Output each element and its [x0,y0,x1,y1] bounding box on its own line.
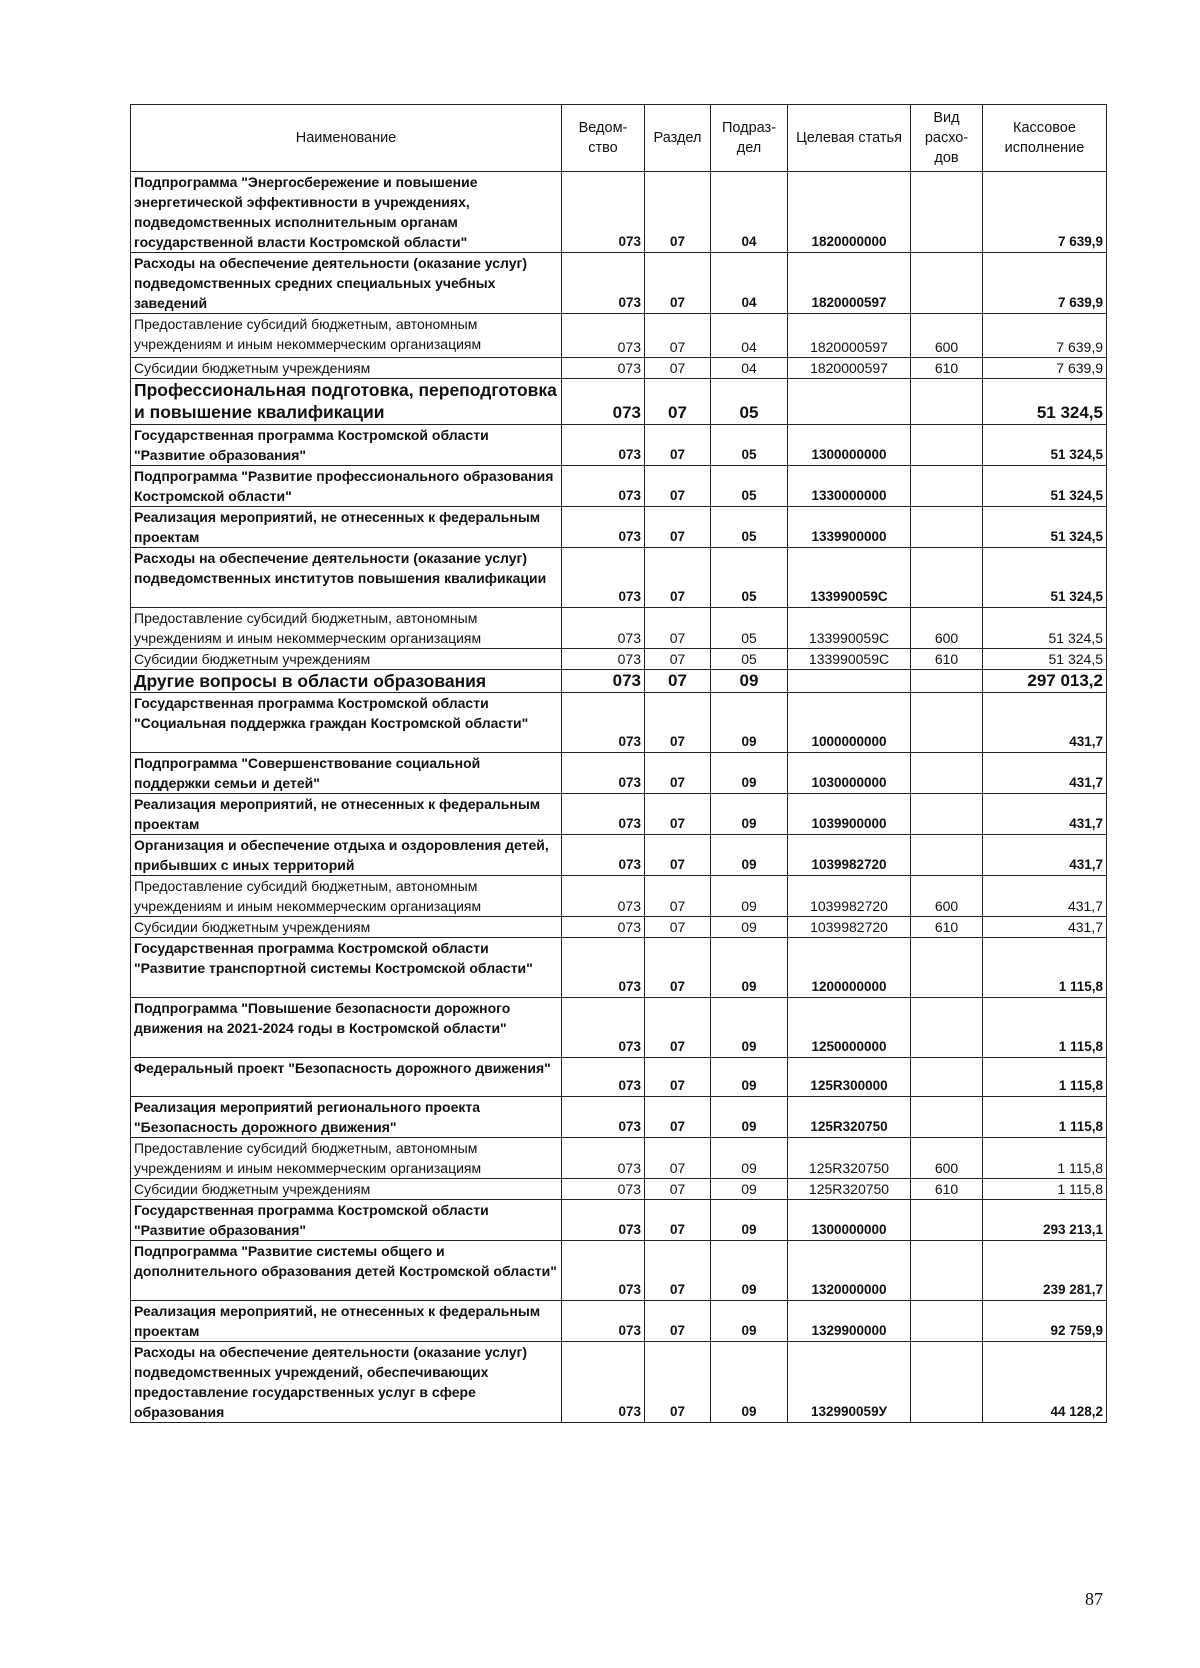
cell-vedom: 073 [562,608,645,649]
cell-celev: 133990059С [788,548,911,608]
cell-kass: 1 115,8 [983,1138,1107,1179]
cell-razdel: 07 [645,1058,711,1097]
cell-podr: 04 [711,358,788,379]
cell-name: Подпрограмма "Повышение безопасности дорожного движения на 2021-2024 годы в Костромской области" [131,998,562,1058]
cell-name: Субсидии бюджетным учреждениям [131,917,562,938]
cell-vid [911,998,983,1058]
cell-kass: 92 759,9 [983,1301,1107,1342]
cell-vid: 600 [911,876,983,917]
cell-razdel: 07 [645,425,711,466]
cell-kass: 431,7 [983,876,1107,917]
table-row [131,876,1107,917]
cell-vedom: 073 [562,693,645,753]
cell-celev: 125R320750 [788,1179,911,1200]
cell-celev: 1820000000 [788,172,911,253]
cell-vedom: 073 [562,876,645,917]
table-row [131,608,1107,649]
cell-razdel: 07 [645,358,711,379]
cell-razdel: 07 [645,314,711,358]
cell-razdel: 07 [645,693,711,753]
cell-celev: 1039982720 [788,835,911,876]
cell-name: Предоставление субсидий бюджетным, автономным учреждениям и иным некоммерческим организациям [131,1138,562,1179]
cell-kass: 293 213,1 [983,1200,1107,1241]
cell-name: Организация и обеспечение отдыха и оздоровления детей, прибывших с иных территорий [131,835,562,876]
cell-name: Профессиональная подготовка, переподготовка и повышение квалификации [131,379,562,425]
cell-celev: 1250000000 [788,998,911,1058]
cell-razdel: 07 [645,835,711,876]
cell-vedom: 073 [562,379,645,425]
cell-vid [911,425,983,466]
cell-podr: 09 [711,693,788,753]
table-row [131,1138,1107,1179]
cell-celev: 133990059С [788,649,911,670]
cell-kass: 51 324,5 [983,425,1107,466]
cell-celev: 1820000597 [788,358,911,379]
cell-podr: 05 [711,379,788,425]
table-row [131,466,1107,507]
cell-razdel: 07 [645,1097,711,1138]
table-row [131,1241,1107,1301]
cell-name: Государственная программа Костромской области "Социальная поддержка граждан Костромской области" [131,693,562,753]
cell-kass: 431,7 [983,794,1107,835]
cell-vid [911,753,983,794]
cell-kass: 1 115,8 [983,938,1107,998]
cell-razdel: 07 [645,998,711,1058]
cell-vedom: 073 [562,1179,645,1200]
cell-vedom: 073 [562,425,645,466]
cell-podr: 05 [711,466,788,507]
cell-name: Реализация мероприятий, не отнесенных к федеральным проектам [131,1301,562,1342]
cell-kass: 51 324,5 [983,379,1107,425]
cell-kass: 1 115,8 [983,1058,1107,1097]
cell-celev: 1330000000 [788,466,911,507]
cell-celev: 1039982720 [788,917,911,938]
cell-vid [911,1058,983,1097]
header-kassovoe: Кассовое исполнение [983,105,1107,172]
cell-kass: 431,7 [983,753,1107,794]
table-row [131,253,1107,314]
cell-podr: 05 [711,608,788,649]
cell-podr: 09 [711,1138,788,1179]
cell-kass: 44 128,2 [983,1342,1107,1423]
cell-razdel: 07 [645,466,711,507]
cell-name: Предоставление субсидий бюджетным, автономным учреждениям и иным некоммерческим организациям [131,876,562,917]
cell-vedom: 073 [562,1138,645,1179]
cell-celev: 1300000000 [788,425,911,466]
cell-celev: 1820000597 [788,314,911,358]
cell-vedom: 073 [562,1097,645,1138]
cell-podr: 09 [711,1058,788,1097]
cell-vid [911,794,983,835]
cell-celev: 125R320750 [788,1097,911,1138]
cell-razdel: 07 [645,507,711,548]
table-row [131,753,1107,794]
cell-kass: 431,7 [983,917,1107,938]
header-celevaya: Целевая статья [788,105,911,172]
table-row [131,1301,1107,1342]
table-row [131,172,1107,253]
cell-name: Предоставление субсидий бюджетным, автономным учреждениям и иным некоммерческим организациям [131,314,562,358]
cell-kass: 1 115,8 [983,1097,1107,1138]
cell-podr: 09 [711,998,788,1058]
cell-vedom: 073 [562,1241,645,1301]
cell-name: Реализация мероприятий, не отнесенных к федеральным проектам [131,507,562,548]
cell-podr: 09 [711,876,788,917]
cell-vid [911,835,983,876]
cell-razdel: 07 [645,794,711,835]
cell-podr: 09 [711,1097,788,1138]
cell-name: Субсидии бюджетным учреждениям [131,358,562,379]
cell-podr: 05 [711,507,788,548]
cell-vid [911,507,983,548]
cell-razdel: 07 [645,253,711,314]
cell-vid [911,693,983,753]
table-row [131,794,1107,835]
table-row [131,1200,1107,1241]
cell-vid [911,1097,983,1138]
cell-name: Подпрограмма "Развитие системы общего и дополнительного образования детей Костромской области" [131,1241,562,1301]
cell-kass: 239 281,7 [983,1241,1107,1301]
cell-name: Государственная программа Костромской области "Развитие образования" [131,425,562,466]
cell-vid [911,466,983,507]
table-row [131,1097,1107,1138]
cell-kass: 1 115,8 [983,1179,1107,1200]
table-row [131,1058,1107,1097]
cell-podr: 04 [711,253,788,314]
cell-vid [911,379,983,425]
cell-vedom: 073 [562,649,645,670]
cell-name: Расходы на обеспечение деятельности (оказание услуг) подведомственных учреждений, обеспечивающих предоставление государственных услуг в сфере образования [131,1342,562,1423]
cell-vedom: 073 [562,1342,645,1423]
cell-name: Подпрограмма "Энергосбережение и повышение энергетической эффективности в учреждениях, подведомственных исполнительным органам государственной власти Костромской области" [131,172,562,253]
cell-name: Другие вопросы в области образования [131,670,562,693]
cell-razdel: 07 [645,1301,711,1342]
cell-celev: 1200000000 [788,938,911,998]
cell-kass: 51 324,5 [983,548,1107,608]
cell-kass: 431,7 [983,835,1107,876]
cell-razdel: 07 [645,548,711,608]
cell-razdel: 07 [645,753,711,794]
cell-celev: 1030000000 [788,753,911,794]
header-razdel: Раздел [645,105,711,172]
cell-vedom: 073 [562,998,645,1058]
cell-podr: 09 [711,1241,788,1301]
page-number: 87 [1085,1589,1103,1609]
cell-vedom: 073 [562,1058,645,1097]
header-row [131,105,1107,172]
cell-kass: 51 324,5 [983,608,1107,649]
cell-razdel: 07 [645,1179,711,1200]
cell-celev: 125R320750 [788,1138,911,1179]
cell-name: Реализация мероприятий регионального проекта "Безопасность дорожного движения" [131,1097,562,1138]
header-name: Наименование [131,105,562,172]
cell-celev: 1039982720 [788,876,911,917]
table-row [131,835,1107,876]
cell-vedom: 073 [562,314,645,358]
cell-vid: 610 [911,1179,983,1200]
cell-celev: 1329900000 [788,1301,911,1342]
cell-vedom: 073 [562,917,645,938]
header-vedom: Ведом-ство [562,105,645,172]
cell-name: Государственная программа Костромской области "Развитие транспортной системы Костромской области" [131,938,562,998]
cell-kass: 51 324,5 [983,649,1107,670]
header-podrazdel: Подраз-дел [711,105,788,172]
cell-razdel: 07 [645,1342,711,1423]
cell-vedom: 073 [562,253,645,314]
cell-podr: 09 [711,1200,788,1241]
cell-kass: 51 324,5 [983,466,1107,507]
cell-razdel: 07 [645,1200,711,1241]
cell-name: Федеральный проект "Безопасность дорожного движения" [131,1058,562,1097]
cell-vedom: 073 [562,358,645,379]
cell-vedom: 073 [562,1200,645,1241]
cell-vid [911,548,983,608]
cell-vid [911,938,983,998]
table-row [131,670,1107,693]
cell-podr: 09 [711,1179,788,1200]
cell-razdel: 07 [645,649,711,670]
table-row [131,379,1107,425]
cell-vedom: 073 [562,794,645,835]
cell-vid: 600 [911,314,983,358]
table-row [131,1179,1107,1200]
cell-vedom: 073 [562,753,645,794]
table-row [131,548,1107,608]
cell-celev: 133990059С [788,608,911,649]
cell-vid: 610 [911,917,983,938]
cell-vedom: 073 [562,507,645,548]
cell-vedom: 073 [562,835,645,876]
cell-podr: 09 [711,753,788,794]
header-vid: Вид расхо-дов [911,105,983,172]
cell-razdel: 07 [645,172,711,253]
cell-vid: 600 [911,608,983,649]
cell-celev: 1000000000 [788,693,911,753]
cell-podr: 09 [711,917,788,938]
cell-vedom: 073 [562,548,645,608]
table-row [131,649,1107,670]
cell-kass: 7 639,9 [983,172,1107,253]
cell-vid: 610 [911,649,983,670]
cell-vedom: 073 [562,466,645,507]
table-row [131,507,1107,548]
cell-vid [911,670,983,693]
table-row [131,358,1107,379]
cell-razdel: 07 [645,1138,711,1179]
table-row [131,1342,1107,1423]
cell-vid [911,1301,983,1342]
cell-razdel: 07 [645,379,711,425]
cell-celev: 125R300000 [788,1058,911,1097]
table-row [131,425,1107,466]
cell-celev: 132990059У [788,1342,911,1423]
cell-podr: 09 [711,794,788,835]
cell-kass: 7 639,9 [983,253,1107,314]
cell-podr: 09 [711,938,788,998]
cell-vid [911,253,983,314]
cell-vedom: 073 [562,670,645,693]
cell-kass: 7 639,9 [983,358,1107,379]
cell-vid: 610 [911,358,983,379]
table-row [131,917,1107,938]
cell-razdel: 07 [645,938,711,998]
cell-kass: 1 115,8 [983,998,1107,1058]
cell-podr: 04 [711,314,788,358]
cell-name: Предоставление субсидий бюджетным, автономным учреждениям и иным некоммерческим организациям [131,608,562,649]
cell-podr: 05 [711,548,788,608]
table-row [131,998,1107,1058]
cell-name: Расходы на обеспечение деятельности (оказание услуг) подведомственных институтов повышения квалификации [131,548,562,608]
cell-podr: 09 [711,1301,788,1342]
cell-podr: 05 [711,425,788,466]
cell-kass: 51 324,5 [983,507,1107,548]
cell-razdel: 07 [645,1241,711,1301]
budget-table [130,104,1107,1423]
cell-podr: 04 [711,172,788,253]
cell-kass: 7 639,9 [983,314,1107,358]
table-row [131,938,1107,998]
cell-vid [911,1342,983,1423]
cell-vid: 600 [911,1138,983,1179]
cell-razdel: 07 [645,670,711,693]
cell-name: Расходы на обеспечение деятельности (оказание услуг) подведомственных средних специальных учебных заведений [131,253,562,314]
table-row [131,314,1107,358]
cell-razdel: 07 [645,917,711,938]
cell-name: Субсидии бюджетным учреждениям [131,1179,562,1200]
cell-name: Государственная программа Костромской области "Развитие образования" [131,1200,562,1241]
cell-name: Субсидии бюджетным учреждениям [131,649,562,670]
cell-celev: 1300000000 [788,1200,911,1241]
cell-celev [788,670,911,693]
cell-podr: 05 [711,649,788,670]
cell-kass: 431,7 [983,693,1107,753]
cell-celev [788,379,911,425]
cell-name: Подпрограмма "Развитие профессионального образования Костромской области" [131,466,562,507]
cell-razdel: 07 [645,876,711,917]
cell-podr: 09 [711,835,788,876]
cell-podr: 09 [711,1342,788,1423]
cell-razdel: 07 [645,608,711,649]
cell-vedom: 073 [562,172,645,253]
cell-vid [911,172,983,253]
cell-vedom: 073 [562,938,645,998]
cell-celev: 1039900000 [788,794,911,835]
cell-celev: 1820000597 [788,253,911,314]
cell-celev: 1320000000 [788,1241,911,1301]
table-row [131,693,1107,753]
cell-vedom: 073 [562,1301,645,1342]
cell-name: Подпрограмма "Совершенствование социальной поддержки семьи и детей" [131,753,562,794]
cell-celev: 1339900000 [788,507,911,548]
cell-kass: 297 013,2 [983,670,1107,693]
cell-name: Реализация мероприятий, не отнесенных к федеральным проектам [131,794,562,835]
cell-vid [911,1241,983,1301]
cell-podr: 09 [711,670,788,693]
cell-vid [911,1200,983,1241]
